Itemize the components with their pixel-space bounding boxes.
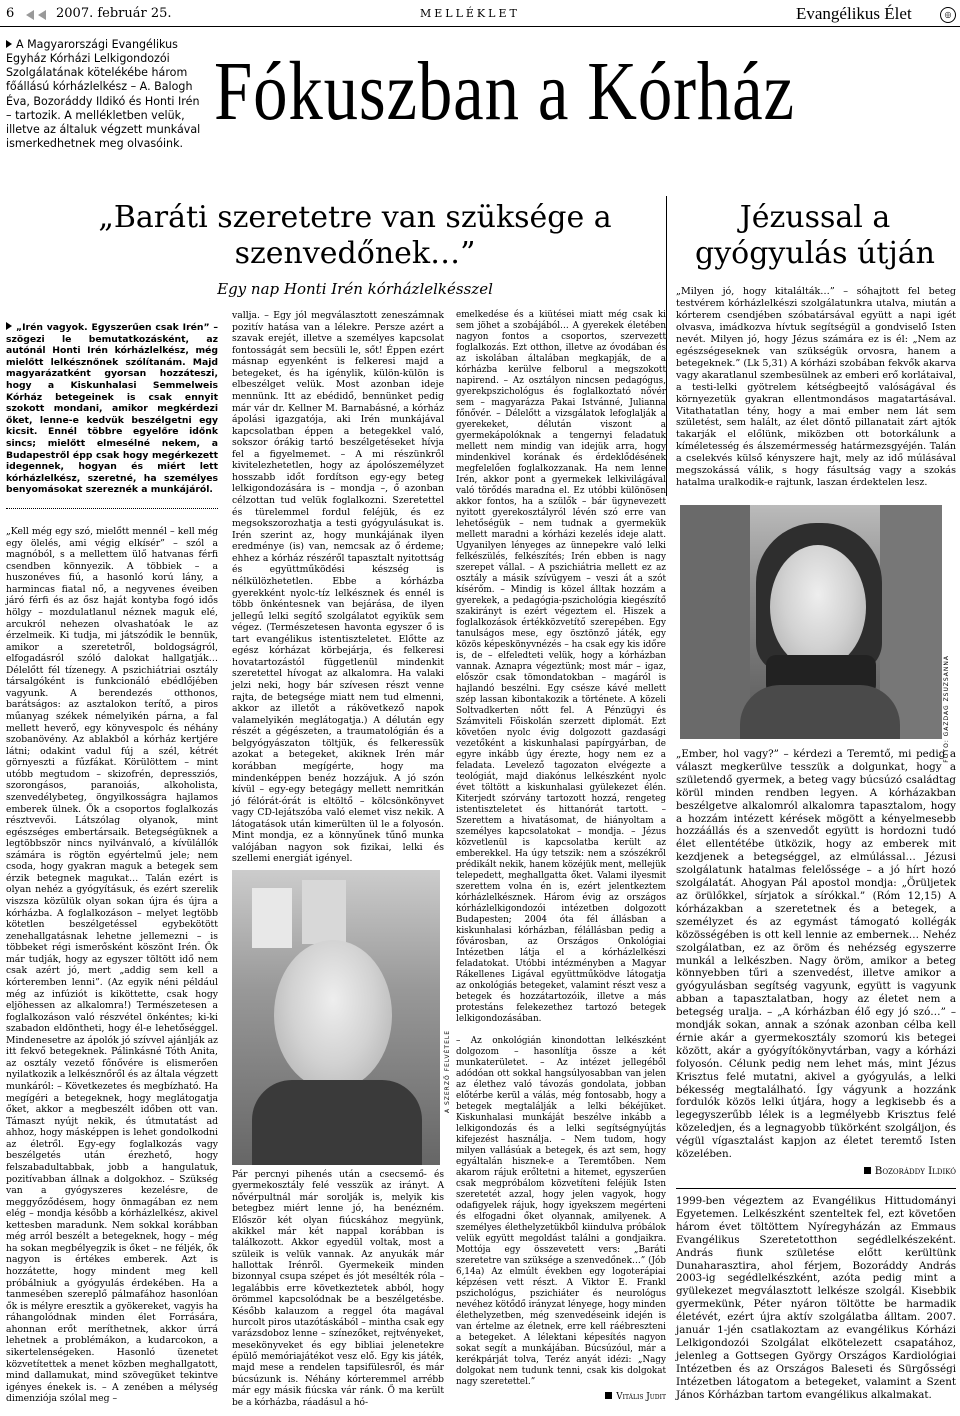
issue-date: 2007. február 25.	[56, 6, 172, 21]
article2-column-top	[676, 286, 956, 489]
article1-column-2	[232, 310, 444, 865]
bookshelf-left	[680, 505, 750, 739]
article1-col2-text: vallja. – Egy jól megválasztott zeneszámnak pozitív hatása van a lélekre. Persze azért a szavak erejét, illetve a személyes kapcsolat fontosságát sem becsüli le, sőt! Éppen ezért másnap egyenként is felkeresi majd a betegeket, és ha igénylik, külön-külön is elbeszélget velük. Most azonban ideje mennünk. Itt az ebédidő, bennünket pedig már vár dr. Kellner M. Barnabásné, a kórház ápolási igazgatója, aki Irén munkájával kapcsolatban éppen a betegekkel való, sokszor órákig tartó beszélgetéseket hívja fel a figyelmemet. – A mi részünkről kivitelezhetetlen, hogy az ápolószemélyzet hosszabb időt fordítson egy-egy beteg lelkigondozására is – mondja –, ő azonban célzottan tud velük foglalkozni. Szeretettel és türelemmel fordul feléjük, és ez megsokszorozhatja a testi gyógyulásukat is. Irén szerint az, hogy munkájának ilyen eredménye (is) van, nemcsak az ő érdeme; ehhez a kórház részéről tapasztalt nyitottság és együttműködési készség is nélkülözhetetlen. Ebbe a kórházba gyerekként nyolc-tíz lelkésznek és ennél is több önkéntesnek van bejárása, de ilyen jellegű lelki segítő szolgálatot egyikük sem végez. (Természetesen havonta egyszer ő is tart evangélikus istentiszteletet. Előtte az egész kórházat körbejárja, és felkeresi hovatartozástól függetlenül mindenkit szeretettel hívogat az alkalomra. Ha valaki jelzi neki, hogy bár szívesen részt venne rajta, de betegsége miatt nem tud elmenni, akkor az illetőt a rákövetkező napok valamelyikén meglátogatja.) A délután egy részét a gégészeten, a traumatológián és a belgyógyászaton töltjük, és felkeressük azokat a betegeket, akiknek Irén már korábban megígérte, hogy ma mindenképpen benéz hozzájuk. A jó szón kívül – egy-egy betegágy mellett nemritkán jó félórát-órát is eltöltő – kölcsönkönyvet vagy CD-lejátszóba való elemet visz nekik. A látogatások után kimerülten ül le a folyosón. Mint mondja, ez a könnyűnek tűnő munka valójában nagyon sok fizikai, lelki és szellemi energiát igényel.	[232, 310, 444, 865]
column-divider	[666, 196, 667, 496]
article1-signature: Vitális Judit	[456, 1392, 666, 1403]
article2-top-text: „Milyen jó, hogy kitalálták…” – sóhajtott fel beteg testvérem kórházlelkészi szolgálatunkra utalva, miután a kórterem csendjében szóbatársával együtt a napi igét olvasva, imádkozva hívtuk segítségül a gondviselő Isten nevét. Milyen jó, hogy Jézus számára ez is él: „Nem az egészségeseknek van szükségük orvosra, hanem a betegeknek.” (Lk 5,31) A kórházi szobában fekvők akarva vagy akaratlanul szembesülnek az emberi erő korlátaival, a testi-lelki gyötrelem kétségbeejtő valóságával és környezetük gyakran ellentmondásos magatartásával. Vitathatatlan tény, hogy a mai ember nem lát sem születést, sem halált, az élet döntő pillanatait zárt ajtók takarják el előlünk, miközben ott botorkálunk a kíméletesség és álszemérmesség határmezsgyéjén. Talán a cselekvés külső kényszere hajt, mely az idő múlásával megszokássá válik, s hogy fásultság vagy a szokás hatalma uralkodik-e rajtunk, laszan érdektelen lesz.	[676, 286, 956, 489]
signature-square-icon	[605, 1392, 612, 1399]
article2-signature: Bozoráddy Ildikó	[676, 1165, 956, 1178]
article1-title: „Baráti szeretetre van szüksége a szenvedőnek…”	[98, 200, 612, 271]
bullet-triangle-icon	[6, 322, 12, 330]
article1-column-2b	[232, 1170, 444, 1409]
book-cover-icon	[252, 888, 292, 948]
book-cover-icon-2	[302, 880, 346, 944]
dotted-divider	[6, 508, 218, 509]
photo-bozoraddy-ildiko	[680, 505, 942, 739]
article1-col3b-text: – Az onkológián kinondottan lelkészként dolgozom – hasonlítja össze a két munkaterületet. – Az intézet jellegéből adódóan ott sokkal hangsúlyosabban van jelen az élethez való távozás gondolata, jobban előtérbe kerül a válás, még fontosabb, hogy a betegek megtalálják a lelki békéjüket. Kiskunhalasi munkáját beszélve inkább a lelkigondozás és a lelki segítségnyújtás kifejezést használja. – Nem tudom, hogy milyen vallásúak a betegek, és azt sem, hogy egyáltalán hisznek-e a Teremtőben. Nem akarom rájuk erőltetni a hitemet, egyszerűen csak megpróbálom közvetíteni feléjük Isten szeretetét azzal, hogy jelen vagyok, hogy odafigyelek rájuk, hogy igyekszem megérteni és elfogadni őket olyannak, amilyenek. A személyes élethelyzetükből kiindulva próbálok velük együtt megoldást találni a gondjaikra. Mottója egy összevetett vers: „Baráti szeretetre van szüksége a szenvedőnek…” (Jób 6,14a) Az elmúlt években egy logoterápiai képzésen vett részt. A Viktor E. Frankl pszichológus, pszichiáter és neurológus nevéhez kötődő irányzat lényege, hogy minden élethelyzetben, még szenvedéseink idején is van értelme az életnek, erre kell ráébreszteni a betegeket. A lélektani képesítés nagyon sokat segít a munkájában. Búcsúzóul, már a kerékpárját tolva, Teréz anyát idézi: „Nagy dolgokat nem tudunk tenni, csak kis dolgokat nagy szeretettel.”	[456, 1036, 666, 1387]
prev-arrow-icon-2	[38, 10, 46, 20]
photo-credit-2: FOTÓ: GAZDAG ZSUZSANNA	[943, 655, 950, 763]
author-bio-box	[676, 1188, 956, 1402]
page-header	[0, 4, 960, 24]
author-bio-text: 1999-ben végeztem az Evangélikus Hittudományi Egyetemen. Lelkészként szenteltek fel, ezt követően három évet töltöttem Nyíregyházán az Emmaus Evangélikus Szeretetotthon segédlelkészeként. András fiunk születése előtt kerültünk Dunaharasztira, ahol férjem, Bozoráddy András 2003-ig segédlelkészként, azóta pedig mint a gyülekezet megválasztott lelkésze szolgál. Kisebbik gyermekünk, Péter nyáron töltötte be harmadik életévét, ezért újra aktív szolgálatba álltam. 2007. január 1-jén csatlakoztam az evangélikus Kórházi Lelkigondozói Szolgálat elkötelezett csapatához, jelenleg a Gottsegen György Országos Kardiológiai Intézetben és az Országos Baleseti és Sürgősségi Intézetben látogatom a betegeket, valamint a Szent János Kórházban tartom evangélikus alkalmakat.	[676, 1195, 956, 1401]
article1-column-3b	[456, 1036, 666, 1403]
portrait-shoulders	[740, 685, 900, 739]
article1-subtitle: Egy nap Honti Irén kórházlelkésszel	[217, 280, 493, 298]
photo-honti-iren	[232, 870, 440, 1165]
header-rule	[0, 26, 960, 27]
prev-arrow-icon	[26, 10, 34, 20]
article1-col2b-text: Pár percnyi pihenés után a csecsemő- és gyermekosztály felé vesszük az irányt. A nővérpultnál már sorolják is, melyik kis betegbez miért lenne jó, ha benézném. Először két olyan fiúcskához megyünk, akikkel már két nappal korábban is találkozott. Akkor egyedül voltak, most a szüleik is velük vannak. Az anyukák már hallottak Irénről. Gyermekeik minden bizonnyal csupa szépet és jót mesélték róla – legalábbis erre következtetek abból, hogy örömmel kapcsolódnak be a beszélgetésbe. Később kalauzom a reggel óta magával hurcolt piros utazótáskából – mintha csak egy varázsdoboz lenne – színezőket, rejtvényeket, mesekönyveket és egy bibliai jelenetekre épülő memóriajátékot vesz elő. Egy kis játék, majd mese a rendelen tapsifülesről, és már búcsúzunk is. Néhány kórteremmel arrébb már egy másik fiúcska vár ránk. Ő ma került be a kórházba, ráadásul a hó-	[232, 1170, 444, 1408]
bullet-triangle-icon	[6, 40, 12, 48]
seal-icon: ◎	[940, 7, 956, 23]
intro-blurb: A Magyarországi Evangélikus Egyház Kórházi Lelkigondozói Szolgálatának kötelékébe három főállású kórházlelkész – A. Balogh Éva, Bozoráddy Ildikó és Honti Irén – tartozik. A mellékletben velük, illetve az általuk végzett munkával ismerkedhetnek meg olvasóink.	[6, 38, 201, 150]
section-label: MELLÉKLET	[420, 7, 520, 20]
article1-col1-text: „Kell még egy szó, mielőtt mennél – kell még egy ölelés, ami végig elkísér” – szól a magnóból, s a mellettem ülő hatvanas férfi csendben könnyezik. A többiek – a huszonéves fiú, a hasonló korú lány, a harmincas fiatal nő, a negyvenes éveiben járó férfi és az ősz haját kontyba fogó idős hölgy – mozdulatlanul néznek maguk elé, arcukról nehezen olvashatóak le az érzelmeik. Ki tudja, mi játszódik le bennük, amikor a szeretetről, boldogságról, elfogadásról szóló dalokat hallgatják… Délelőtt fél tízenegy. A pszichiátriai osztály társalgóként is funkcionáló ebédlőjében vagyunk. A berendezés otthonos, barátságos: az asztalokon terítő, a piros műanyag székek némelyikén párna, a fal mellett heverő, egy könyvespolc és néhány szobanövény. Az ablakból a kórház kertjére látni; odakint vadul fúj a szél, kétrét görnyeszti a fűzfákat. Körülöttem – mint utóbb megtudom – skizofrén, depressziós, szorongásos, paranoiás, alkoholista, szenvedélybeteg, öngyilkosságra hajlamos emberek ülnek. Ők a csoportos foglalkozás résztvevői. Látszólag olyanok, mint egészséges embertársaik. Betegségüknek a legtöbbször nincs nyilvánvaló, a kívülállók számára is rögtön egyértelmű jele; nem csoda, hogy gyakran maguk a betegek sem érzik betegnek magukat… Talán ezért is olyan nehéz a gyógyításuk, és ezért szerelik viszsza közülük olyan sokan újra és újra a kórházba. A foglalkozáson – melyet legtöbb kötetlen beszélgetéssel egybekötött zenehallgatásnak lehetne jellemezni – is többeket régi ismerősként köszönt Irén. Ők már tudják, hogy az egyszer töltött idő nem csak azért jó, mert „addig sem kell a kórteremben lenni”. (Az egyik néni például még az infúziót is kiköttette, csak hogy eljöhessen az alkalomra!) Természetesen a foglalkozáson való részvétel önkéntes; ki-ki szabadon eldöntheti, hogy él-e lehetőséggel. Mindenesetre az ápolók jó szívvel ajánlják az itt fekvő betegeknek. Pálinkásné Tóth Anita, az osztály vezető főnővére is elismerően nyilatkozik a lelkésznőről és az általa végzett munkáról: – Következetes és megbízható. Ha megígéri a betegeknek, hogy meglátogatja őket, akkor a megbeszélt időben ott van. Támaszt nyújt nekik, és útmutatást ad ahhoz, hogy másképpen is lehet gondolkodni az életről. Egy-egy foglalkozás vagy beszélgetés után érezhető, hogy felszabadultabbak, jobb a hangulatuk, pozitívabban állnak a dolgokhoz. – Szükség van a gyógyszeres kezelésre, de meggyőződésem, hogy önmagában ez nem elég – mondja később a kórházlelkész, akivel kettesben maradunk. Nem sokkal korábban még arról beszélt a betegeknek, hogy – még ha sokan megbélyegzik is őket – ne féljék, ők nagyon is értékes emberek. Azt is hozzátette, hogy mindent meg kell próbálniuk a gyógyulás érdekében. Ha a tanmesében szereplő pálmafához hasonlóan ők is mélyre eresztik a gyökereket, vagyis ha ráhangolódnak minden élet Forrására, ahonnan erőt meríthetnek, akkor úrrá lehetnek a problémákon, a kudarcokon, a sikertelenségeken. Hasonló üzenetet közvetítettek a menet közben meghallgatott, mind dallamukat, mind szövegüket tekintve igényes énekek is. – A zenében a mélység dimenziója szólal meg –	[6, 526, 218, 1405]
signature-square-icon	[864, 1167, 871, 1174]
brand-logo: Evangélikus Élet	[796, 4, 912, 23]
article1-col3-text: emelkedése és a kiütései miatt még csak ki sem jöhet a szobájából… A gyerekek életében nagyon fontos a csoportos, szervezett foglalkozás. Ezt otthon, illetve az óvodában és az iskolában általában megkapják, de a kórházba kerülve felborul a megszokott napirend. – Az osztályon nincsen pedagógus, gyerekpszichológus és foglalkoztató nővér sem – magyarázza Pakai Istvánné, Julianna főnővér. – Délelőtt a vizsgálatok lefoglalják a gyerekeket, délután viszont a gyermekápolóknak a tengernyi feladatuk mellett nem mindig van idejük arra, hogy mindenkivel korának és érdeklődésének megfelelően foglalkozzanak. Ha nem lenne Irén, akkor pont a gyermekek lelkivilágával való törődés maradna el. Ez utóbbi különösen akkor fontos, ha a szülők – bár ügynevezett nyitott gyerekosztályról lévén szó erre van lehetőségük – nem tudnak a gyermekük mellett maradni a kórházi kezelés ideje alatt. Ugyanilyen lényeges az ünnepekre való lelki felkészülés, felkészítés; Irén ebben is nagy szerepet vállal. – A pszichiátria mellett ez az osztály a másik szívügyem – veszi át a szót kísérőm. – Mindig is közel álltak hozzám a gyerekek, a pedagógia-pszichológia kiegészítő szakirányt is ezért végeztem el. Hiszek a foglalkozások értékközvetítő szerepében. Egy tanulságos mese, egy ösztönző játék, egy közös képeskönyvnézés – ha csak egy kis időre is, de – elfeledteti velük, hogy a kórházban vannak. Aznapra végeztünk; most már – igaz, először csak tömondatokban – magáról is hajlandó beszélni. Egy csésze kávé mellett szép lassan kibontakozik a története. A közeli Soltvadkerten nőtt fel. A Pénzügyi és Számviteli Főiskolán szerzett diplomát. Ezt követően nyolc évig dolgozott gazdasági vezetőként a kiskunhalasi papírgyárban, de egyre inkább úgy érezte, hogy nem ez a feladata. Levelező tagozaton elvégezte a teológiát, majd diakónus lelkészként nyolc évet töltött a kiskunhalasi gyülekezet élén. Kiterjedt szórvány tartozott hozzá, rengeteg istentiszteletet és hittanórát tartott. – Szerettem a hivatásomat, de hiányoltam a személyes kapcsolatokat – mondja. – Jézus közvetlenül is kapcsolatba került az emberekkel. Ha úgy tetszik: nem a szószékről prédikált nekik, hanem közéjük ment, mellejük telepedett, meghallgatta őket. Valami ilyesmit szerettem volna én is, ezért jelentkeztem kórházlelkésznek. Három évig az országos kórházlelkigondozói intézetben dolgozott Budapesten; 2004 óta fél állásban a kiskunhalasi kórházban, félállásban pedig a fővárosban, az Országos Onkológiai Intézetben látja el a kórházlelkészi feladatokat. Utóbbi intézményben a Magyar Rákellenes Ligával együttműködve látogatja az onkológiás betegeket, valamint részt vesz a betegek és hozzátartozóik, illetve a más protestáns felekezethez tartozó betegek lelkigondozásában.	[456, 310, 666, 1024]
article1-lead: „Irén vagyok. Egyszerűen csak Irén” – szögezi le bemutatkozásként, az autónál Honti Irén kórházlelkész, még mielőtt lelkésznőnek szólítanám. Majd magyarázatként gyorsan hozzáteszi, hogy a Kiskunhalasi Semmelweis Kórház betegeinek is csak ennyit szokott mondani, amikor megkérdezi őket, lenne-e kedvük beszélgetni egy kicsit. Ennél többre egyelőre időnk sincs; mielőtt elmesélné nekem, a Budapestről épp csak hogy megérkezett idegennek, hogyan és miért lett kórházlelkész, szeretné, ha személyes benyomásokat szereznék a munkájáról.	[6, 322, 218, 496]
article2-bottom-text: „Ember, hol vagy?” – kérdezi a Teremtő, mi pedig a választ megkerülve tesszük a dolgunkat, hogy a születendő gyermek, a beteg vagy búcsúzó családtag körül minden rendben legyen. A kórházakban beszélgetve alkalomról alkalomra tapasztalom, hogy a hozzám intézett kérések mögött a kényelmesebb hozzáállás és a szenvedőt együtt is hordozni tudó élet ellentétébe ütközik, hogy az emberek mit kezdjenek a betegséggel, az elmúlással… Jézusi szolgálatunk hatalmas felelőssége – a jó hírt hozó szolgálatát. Ahogyan Pál apostol mondja: „Örüljetek az örülőkkel, sírjatok a sírókkal.” (Róm 12,15) A kórházakban a szeretetnek és a betegek, a személyzet és az egymást támogató kollégák közösségében is ott kell lennie az embernek… Nehéz szolgálatban, ez az öröm és nehézség egyszerre munkál a lelkészben. Nagy öröm, amikor a beteg könnyebben tűri a szenvedést, illetve amikor a gyógyulásban segítség vagyunk, együtt is vagyunk abban a tapasztalatban, hogy az életet nem a betegség uralja. – „A kórházban élő egy jó szó…” – mondják sokan, annak a szónak azonban célba kell érnie akár a gyermekosztály szomorú kis betegei között, akár a gyógyítókönyvtárban, vagy a kórházi folyosón. Célunk pedig nem lehet más, mint Jézus Krisztus felé mutatni, akivel a gyógyulás, a lelki békesség megtalálható. Így vágyunk a hozzánk fordulók közös lelki útjára, hogy a legkisebb és a legegyszerűbb lélek is a legmélyebb Krisztus felé közeledjen, és a legnagyobb tükörként szolgáljon, és végül vígasztalást kapjon az életet teremtő Isten közelében.	[676, 748, 956, 1161]
page-number: 6	[6, 6, 15, 21]
article1-column-3	[456, 310, 666, 1025]
article1-column-1	[6, 526, 218, 1405]
portrait-face	[770, 545, 866, 669]
article2-title: Jézussal a gyógyulás útján	[695, 200, 935, 271]
article2-column-bottom	[676, 748, 956, 1178]
masthead-title: Fókuszban a Kórház	[214, 45, 795, 138]
portrait-face	[274, 940, 392, 1090]
portrait-shoulders	[252, 1080, 422, 1165]
photo-credit-1: A SZERZŐ FELVÉTELE	[444, 1030, 451, 1114]
